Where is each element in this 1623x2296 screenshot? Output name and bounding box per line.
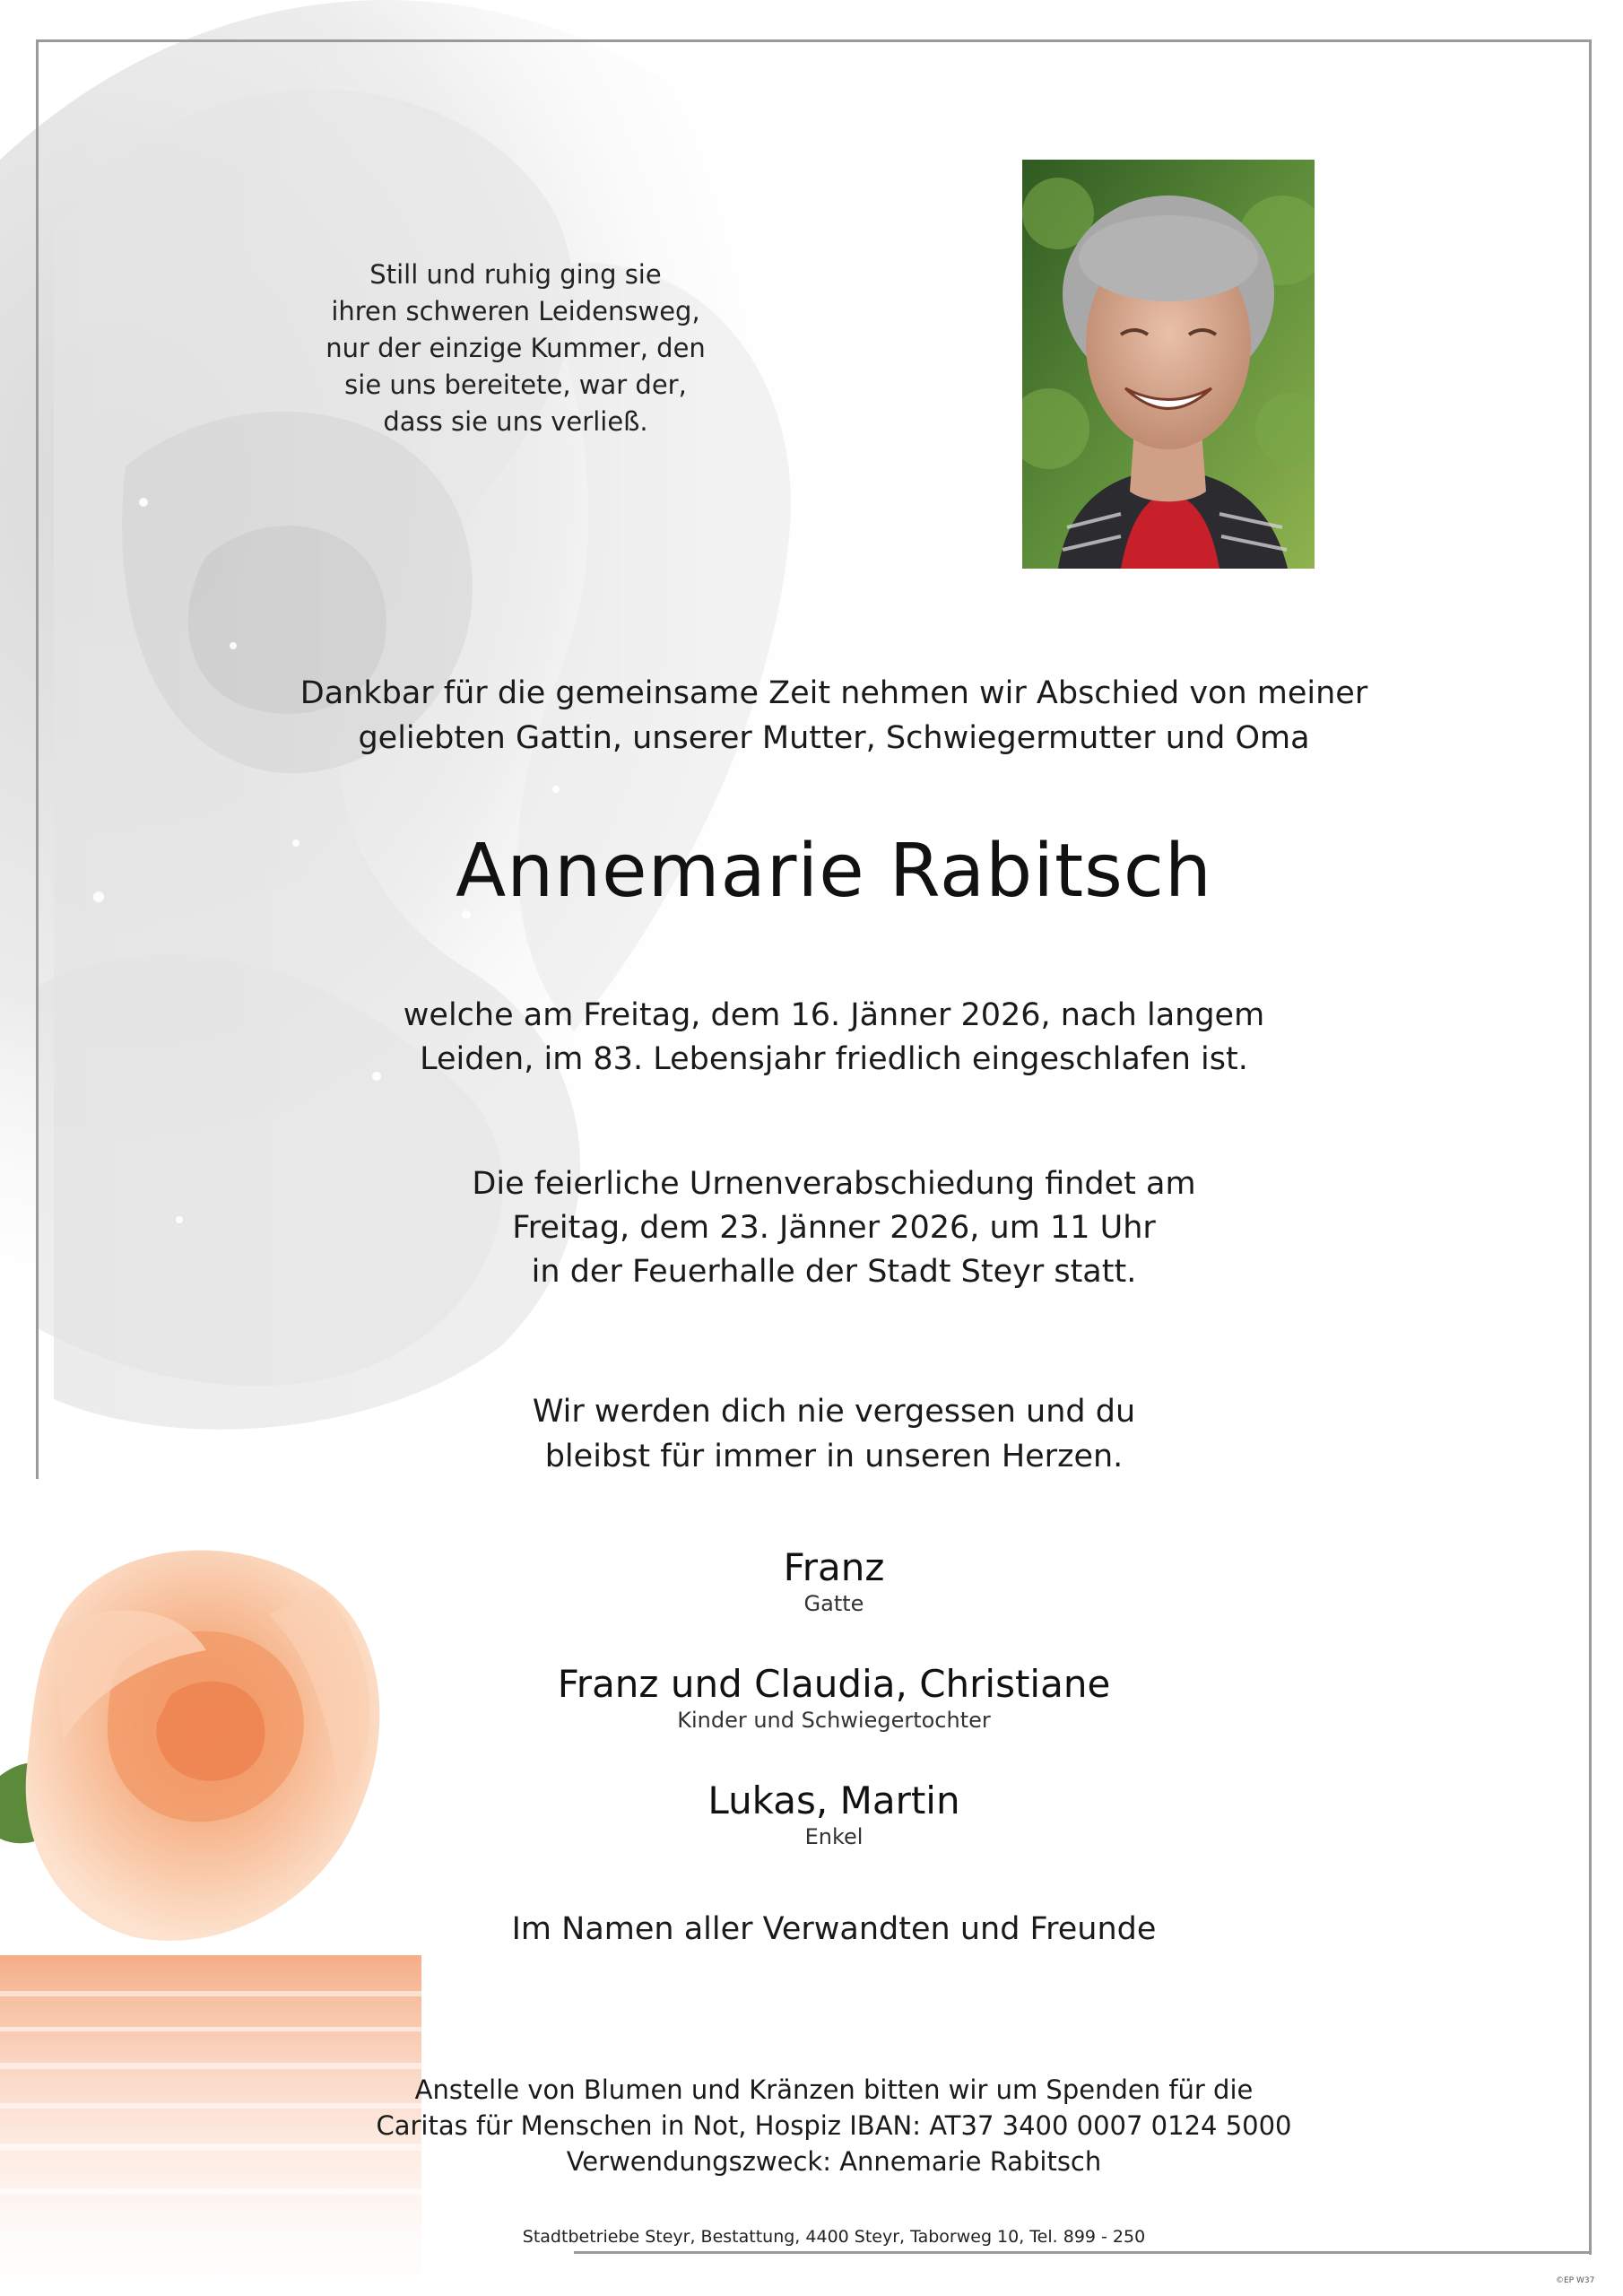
frame-top-line <box>36 39 1592 42</box>
memorial-quote <box>296 257 735 440</box>
mourner-group <box>197 1779 1471 1850</box>
mourner-names: Franz und Claudia, Christiane <box>557 1662 1111 1706</box>
death-line: welche am Freitag, dem 16. Jänner 2026, nach langem <box>403 997 1265 1033</box>
intro-line: Dankbar für die gemeinsame Zeit nehmen wir Abschied von meiner <box>299 675 1368 711</box>
quote-line: nur der einzige Kummer, den <box>325 333 706 363</box>
mourner-group <box>197 1662 1471 1734</box>
mourner-relation: Enkel <box>804 1824 864 1849</box>
mourner-relation: Gatte <box>803 1591 864 1616</box>
frame-bottom-line <box>574 2251 1592 2254</box>
death-notice <box>197 994 1471 1082</box>
ceremony-line: Die feierliche Urnenverabschiedung findet am <box>472 1166 1196 1202</box>
frame-left-line <box>36 39 39 1479</box>
donation-request <box>197 2072 1471 2179</box>
mourner-names: Lukas, Martin <box>707 1779 960 1822</box>
remembrance-line: bleibst für immer in unseren Herzen. <box>544 1439 1124 1474</box>
ceremony-line: in der Feuerhalle der Stadt Steyr statt. <box>531 1254 1137 1290</box>
donation-line: Anstelle von Blumen und Kränzen bitten wir um Spenden für die <box>414 2074 1254 2105</box>
deceased-name: Annemarie Rabitsch <box>456 829 1212 914</box>
donation-line: Verwendungszweck: Annemarie Rabitsch <box>566 2146 1102 2177</box>
mourner-names: Franz <box>783 1545 885 1589</box>
mourner-relation: Kinder und Schwiegertochter <box>677 1708 991 1733</box>
remembrance-line: Wir werden dich nie vergessen und du <box>532 1394 1136 1430</box>
quote-line: Still und ruhig ging sie <box>369 259 662 290</box>
ceremony-line: Freitag, dem 23. Jänner 2026, um 11 Uhr <box>512 1210 1156 1246</box>
quote-line: ihren schweren Leidensweg, <box>331 296 700 326</box>
funeral-home-footer: Stadtbetriebe Steyr, Bestattung, 4400 Steyr, Taborweg 10, Tel. 899 - 250 <box>522 2227 1146 2247</box>
remembrance-text <box>197 1389 1471 1479</box>
intro-line: geliebten Gattin, unserer Mutter, Schwiegermutter und Oma <box>358 720 1310 756</box>
donation-line: Caritas für Menschen in Not, Hospiz IBAN: AT37 3400 0007 0124 5000 <box>376 2110 1292 2141</box>
ceremony-details <box>197 1162 1471 1294</box>
quote-line: dass sie uns verließ. <box>383 406 648 437</box>
frame-right-line <box>1589 39 1592 2255</box>
death-line: Leiden, im 83. Lebensjahr friedlich eingeschlafen ist. <box>420 1041 1248 1077</box>
closing-line: Im Namen aller Verwandten und Freunde <box>511 1911 1157 1947</box>
imprint-mark: ©EP W37 <box>1556 2276 1595 2285</box>
quote-line: sie uns bereitete, war der, <box>344 370 687 400</box>
farewell-intro <box>197 671 1471 761</box>
mourner-group <box>197 1545 1471 1617</box>
portrait-photo <box>1022 160 1315 569</box>
